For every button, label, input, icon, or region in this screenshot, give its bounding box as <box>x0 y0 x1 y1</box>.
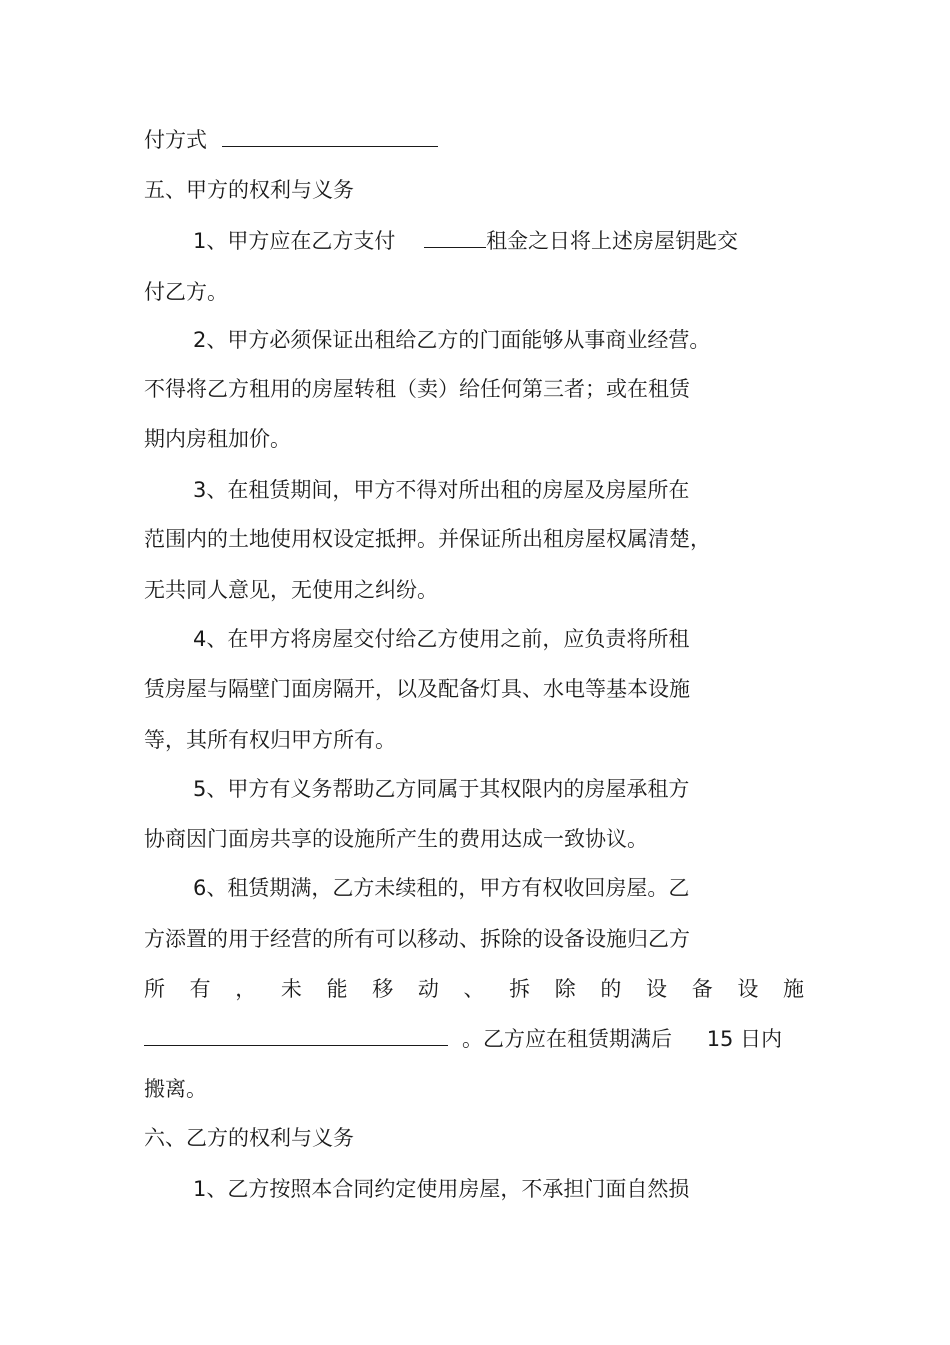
char: 设 <box>737 977 759 1001</box>
text-line <box>144 576 438 604</box>
char: 有 <box>189 977 211 1001</box>
heading-text: 六、乙方的权利与义务 <box>144 1126 354 1150</box>
line-text: 搬离。 <box>144 1077 207 1101</box>
text-line <box>144 825 648 853</box>
justified-text-line <box>144 975 804 1003</box>
line-text: 1、乙方按照本合同约定使用房屋，不承担门面自然损 <box>193 1177 690 1201</box>
char: 设 <box>646 977 668 1001</box>
text-line <box>144 126 438 154</box>
fill-in-blank[interactable] <box>222 126 438 147</box>
line-text: 2、甲方必须保证出租给乙方的门面能够从事商业经营。 <box>193 328 711 352</box>
line-text: 5、甲方有义务帮助乙方同属于其权限内的房屋承租方 <box>193 777 690 801</box>
char: 、 <box>463 977 485 1001</box>
line-text: 租金之日将上述房屋钥匙交 <box>486 229 739 253</box>
text-line <box>144 925 690 953</box>
line-text: 方添置的用于经营的所有可以移动、拆除的设备设施归乙方 <box>144 927 690 951</box>
text-line <box>193 625 689 653</box>
line-text: 1、甲方应在乙方支付 <box>193 229 396 253</box>
heading-text: 五、甲方的权利与义务 <box>144 178 354 202</box>
section-heading <box>144 1124 354 1152</box>
text-line <box>193 775 689 803</box>
line-text: 6、租赁期满，乙方未续租的，甲方有权收回房屋。乙 <box>193 876 690 900</box>
char: 能 <box>326 977 348 1001</box>
text-line <box>193 476 689 504</box>
text-line <box>144 278 228 306</box>
char: 拆 <box>509 977 531 1001</box>
line-text: 等，其所有权归甲方所有。 <box>144 728 396 752</box>
char: 动 <box>417 977 439 1001</box>
line-text: 无共同人意见，无使用之纠纷。 <box>144 578 438 602</box>
line-text: 付方式 <box>144 128 207 152</box>
line-text: 协商因门面房共享的设施所产生的费用达成一致协议。 <box>144 827 648 851</box>
text-line <box>193 326 710 354</box>
line-text: 赁房屋与隔壁门面房隔开，以及配备灯具、水电等基本设施 <box>144 677 690 701</box>
line-number: 15 <box>706 1027 734 1051</box>
line-text: 不得将乙方租用的房屋转租（卖）给任何第三者；或在租赁 <box>144 377 690 401</box>
char: 未 <box>280 977 302 1001</box>
text-line <box>193 227 738 255</box>
text-line <box>144 425 291 453</box>
text-line <box>144 675 690 703</box>
char: 除 <box>554 977 576 1001</box>
char: 移 <box>372 977 394 1001</box>
text-line <box>193 874 689 902</box>
char: 备 <box>691 977 713 1001</box>
line-text: 日内 <box>740 1027 783 1051</box>
char: 所 <box>144 977 165 1001</box>
text-line <box>144 375 690 403</box>
text-line <box>193 1175 689 1203</box>
line-text: 。乙方应在租赁期满后 <box>462 1027 672 1051</box>
fill-in-blank[interactable] <box>144 1025 448 1046</box>
line-text: 付乙方。 <box>144 280 228 304</box>
text-line <box>144 1075 207 1103</box>
section-heading <box>144 176 354 204</box>
line-text: 3、在租赁期间，甲方不得对所出租的房屋及房屋所在 <box>193 478 690 502</box>
line-text: 期内房租加价。 <box>144 427 291 451</box>
fill-in-blank[interactable] <box>424 227 486 248</box>
line-text: 范围内的土地使用权设定抵押。并保证所出租房屋权属清楚， <box>144 527 711 551</box>
text-line <box>144 1025 782 1053</box>
char: ， <box>235 977 257 1001</box>
char: 的 <box>600 977 622 1001</box>
line-text: 4、在甲方将房屋交付给乙方使用之前，应负责将所租 <box>193 627 690 651</box>
text-line <box>144 726 396 754</box>
text-line <box>144 525 711 553</box>
char: 施 <box>782 977 804 1001</box>
